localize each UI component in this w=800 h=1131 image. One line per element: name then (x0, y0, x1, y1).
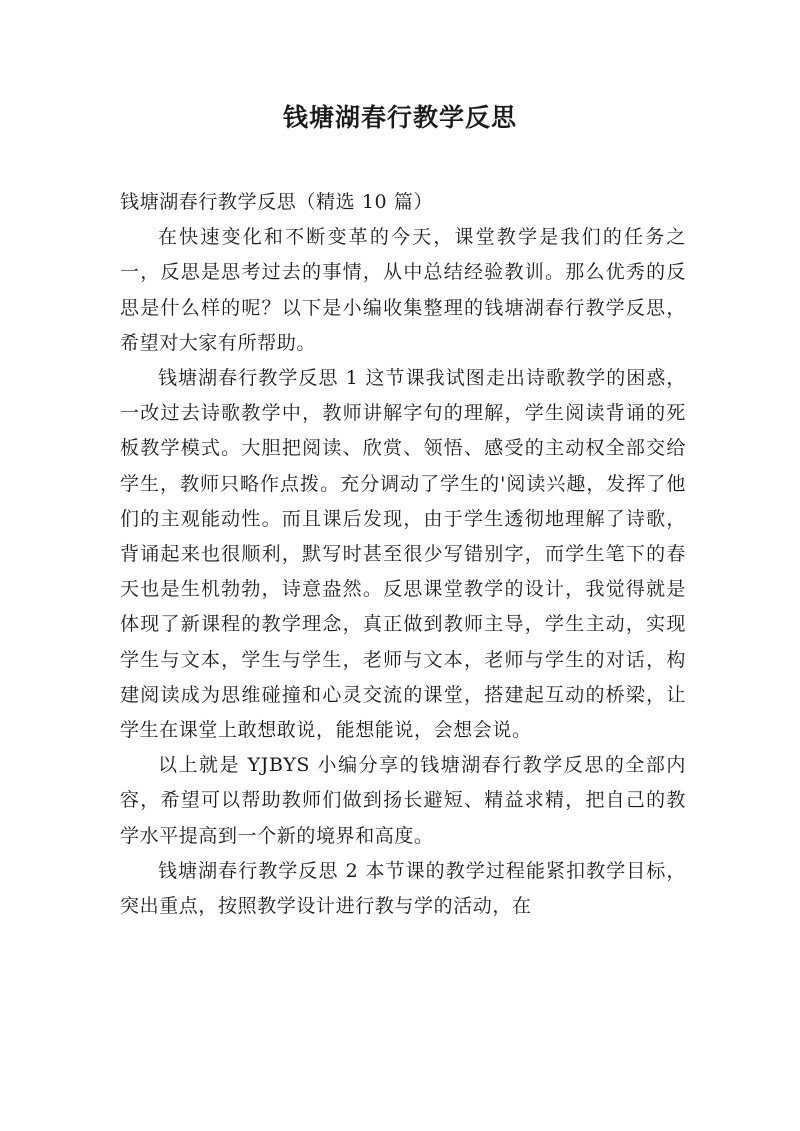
document-body (120, 185, 686, 924)
summary-paragraph (120, 748, 686, 854)
section-2-body: 本节课的教学过程能紧扣教学目标，突出重点，按照教学设计进行教与学的活动，在 (120, 859, 687, 918)
document-title: 钱塘湖春行教学反思 (282, 103, 517, 132)
intro-paragraph: 在快速变化和不断变革的今天，课堂教学是我们的任务之一，反思是思考过去的事情，从中总结经验教训。那么优秀的反思是什么样的呢？以下是小编收集整理的钱塘湖春行教学反思，希望对大家有所帮助。 (120, 226, 686, 354)
section-1-paragraph (120, 361, 686, 748)
section-2-paragraph (120, 854, 686, 924)
document-subtitle: 钱塘湖春行教学反思（精选 10 篇） (120, 191, 434, 213)
section-1-heading: 钱塘湖春行教学反思 1 (158, 367, 359, 390)
summary-body: 以上就是 YJBYS 小编分享的钱塘湖春行教学反思的全部内容，希望可以帮助教师们做到扬长避短、精益求精，把自己的教学水平提高到一个新的境界和高度。 (120, 754, 686, 847)
section-1-body: 这节课我试图走出诗歌教学的困惑，一改过去诗歌教学中，教师讲解字句的理解，学生阅读背诵的死板教学模式。大胆把阅读、欣赏、领悟、感受的主动权全部交给学生，教师只略作点拨。充分调动了学生的'阅读兴趣，发挥了他们的主观能动性。而且课后发现，由于学生透彻地理解了诗歌，背诵起来也很顺利，默写时甚至很少写错别字，而学生笔下的春天也是生机勃勃，诗意盎然。反思课堂教学的设计，我觉得就是体现了新课程的教学理念，真正做到教师主导，学生主动，实现学生与文本，学生与学生，老师与文本，老师与学生的对话，构建阅读成为思维碰撞和心灵交流的课堂，搭建起互动的桥梁，让学生在课堂上敢想敢说，能想能说，会想会说。 (120, 367, 687, 742)
section-2-heading: 钱塘湖春行教学反思 2 (158, 859, 359, 882)
